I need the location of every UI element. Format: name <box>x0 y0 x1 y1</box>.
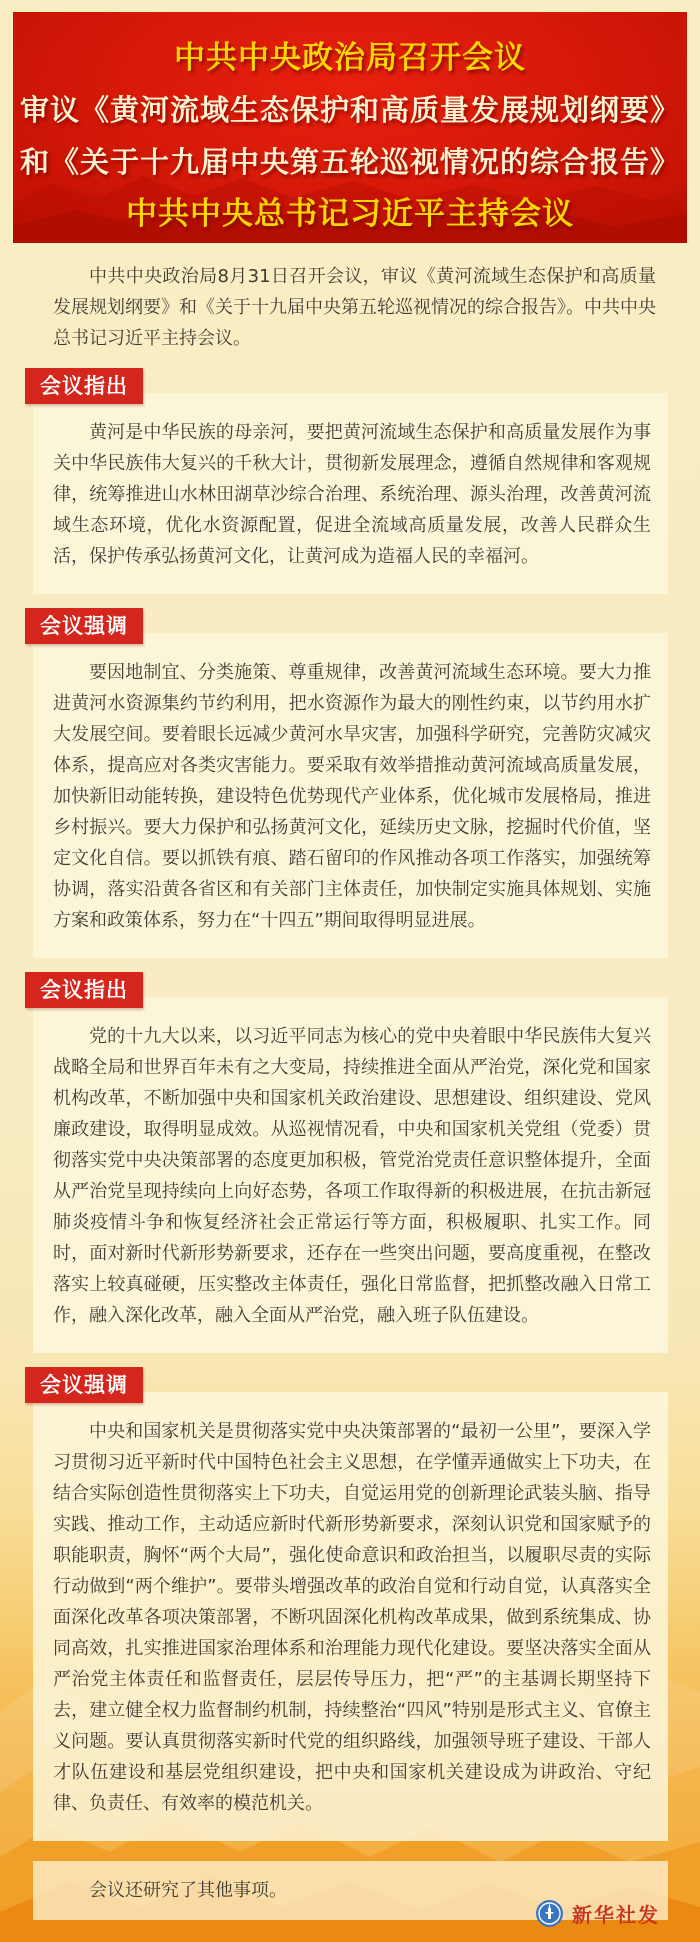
section-paragraph: 党的十九大以来，以习近平同志为核心的党中央着眼中华民族伟大复兴战略全局和世界百年未有之大变局，持续推进全面从严治党，深化党和国家机构改革，不断加强中央和国家机关政治建设、思想建设、组织建设、党风廉政建设，取得明显成效。从巡视情况看，中央和国家机关党组（党委）贯彻落实党中央决策部署的态度更加积极，管党治党责任意识整体提升，全面从严治党呈现持续向上向好态势，各项工作取得新的积极进展，在抗击新冠肺炎疫情斗争和恢复经济社会正常运行等方面，积极履职、扎实工作。同时，面对新时代新形势新要求，还存在一些突出问题，要高度重视，在整改落实上较真碰硬，压实整改主体责任，强化日常监督，把抓整改融入日常工作，融入深化改革，融入全面从严治党，融入班子队伍建设。 <box>53 1026 651 1326</box>
section-badge: 会议指出 <box>25 368 143 404</box>
section-body-box <box>33 633 668 958</box>
banner-title-line2: 审议《黄河流域生态保护和高质量发展规划纲要》 <box>19 93 680 127</box>
section-body-box <box>33 1392 668 1841</box>
section-meeting-pointed-out-2 <box>0 958 700 1353</box>
banner-title-line4: 中共中央总书记习近平主持会议 <box>126 196 574 232</box>
xinhua-logo-icon <box>536 1900 563 1927</box>
footer-credit <box>536 1899 660 1928</box>
section-meeting-stressed-2 <box>0 1353 700 1841</box>
intro-paragraph: 中共中央政治局8月31日召开会议，审议《黄河流域生态保护和高质量发展规划纲要》和《关于十九届中央第五轮巡视情况的综合报告》。中共中央总书记习近平主持会议。 <box>53 266 656 349</box>
section-paragraph: 要因地制宜、分类施策、尊重规律，改善黄河流域生态环境。要大力推进黄河水资源集约节约利用，把水资源作为最大的刚性约束，以节约用水扩大发展空间。要着眼长远减少黄河水旱灾害，加强科学研究，完善防灾减灾体系，提高应对各类灾害能力。要采取有效举措推动黄河流域高质量发展，加快新旧动能转换，建设特色优势现代产业体系，优化城市发展格局，推进乡村振兴。要大力保护和弘扬黄河文化，延续历史文脉，挖掘时代价值，坚定文化自信。要以抓铁有痕、踏石留印的作风推动各项工作落实，加强统筹协调，落实沿黄各省区和有关部门主体责任，加快制定实施具体规划、实施方案和政策体系，努力在“十四五”期间取得明显进展。 <box>53 662 651 931</box>
section-body-box <box>33 393 668 594</box>
credit-text: 新华社发 <box>572 1903 660 1927</box>
content-column <box>0 12 700 1920</box>
section-meeting-pointed-out-1 <box>0 354 700 594</box>
header-banner <box>13 12 687 243</box>
section-paragraph: 黄河是中华民族的母亲河，要把黄河流域生态保护和高质量发展作为事关中华民族伟大复兴的千秋大计，贯彻新发展理念，遵循自然规律和客观规律，统筹推进山水林田湖草沙综合治理、系统治理、源头治理，改善黄河流域生态环境，优化水资源配置，促进全流域高质量发展，改善人民群众生活，保护传承弘扬黄河文化，让黄河成为造福人民的幸福河。 <box>53 422 651 567</box>
banner-title-block <box>13 12 687 240</box>
section-body-box <box>33 997 668 1353</box>
section-badge: 会议强调 <box>25 608 143 644</box>
section-paragraph: 中央和国家机关是贯彻落实党中央决策部署的“最初一公里”，要深入学习贯彻习近平新时代中国特色社会主义思想，在学懂弄通做实上下功夫，在结合实际创造性贯彻落实上下功夫，自觉运用党的创新理论武装头脑、指导实践、推动工作，主动适应新时代新形势新要求，深刻认识党和国家赋予的职能职责，胸怀“两个大局”，强化使命意识和政治担当，以履职尽责的实际行动做到“两个维护”。要带头增强改革的政治自觉和行动自觉，认真落实全面深化改革各项决策部署，不断巩固深化机构改革成果，做到系统集成、协同高效，扎实推进国家治理体系和治理能力现代化建设。要坚决落实全面从严治党主体责任和监督责任，层层传导压力，把“严”的主基调长期坚持下去，建立健全权力监督制约机制，持续整治“四风”特别是形式主义、官僚主义问题。要认真贯彻落实新时代党的组织路线，加强领导班子建设、干部人才队伍建设和基层党组织建设，把中央和国家机关建设成为讲政治、守纪律、负责任、有效率的模范机关。 <box>53 1421 651 1814</box>
section-badge: 会议强调 <box>25 1367 143 1403</box>
section-meeting-stressed-1 <box>0 594 700 958</box>
banner-title-line3: 和《关于十九届中央第五轮巡视情况的综合报告》 <box>19 145 680 179</box>
section-badge: 会议指出 <box>25 972 143 1008</box>
closing-note-text: 会议还研究了其他事项。 <box>89 1880 287 1901</box>
banner-title-line1: 中共中央政治局召开会议 <box>174 40 526 76</box>
